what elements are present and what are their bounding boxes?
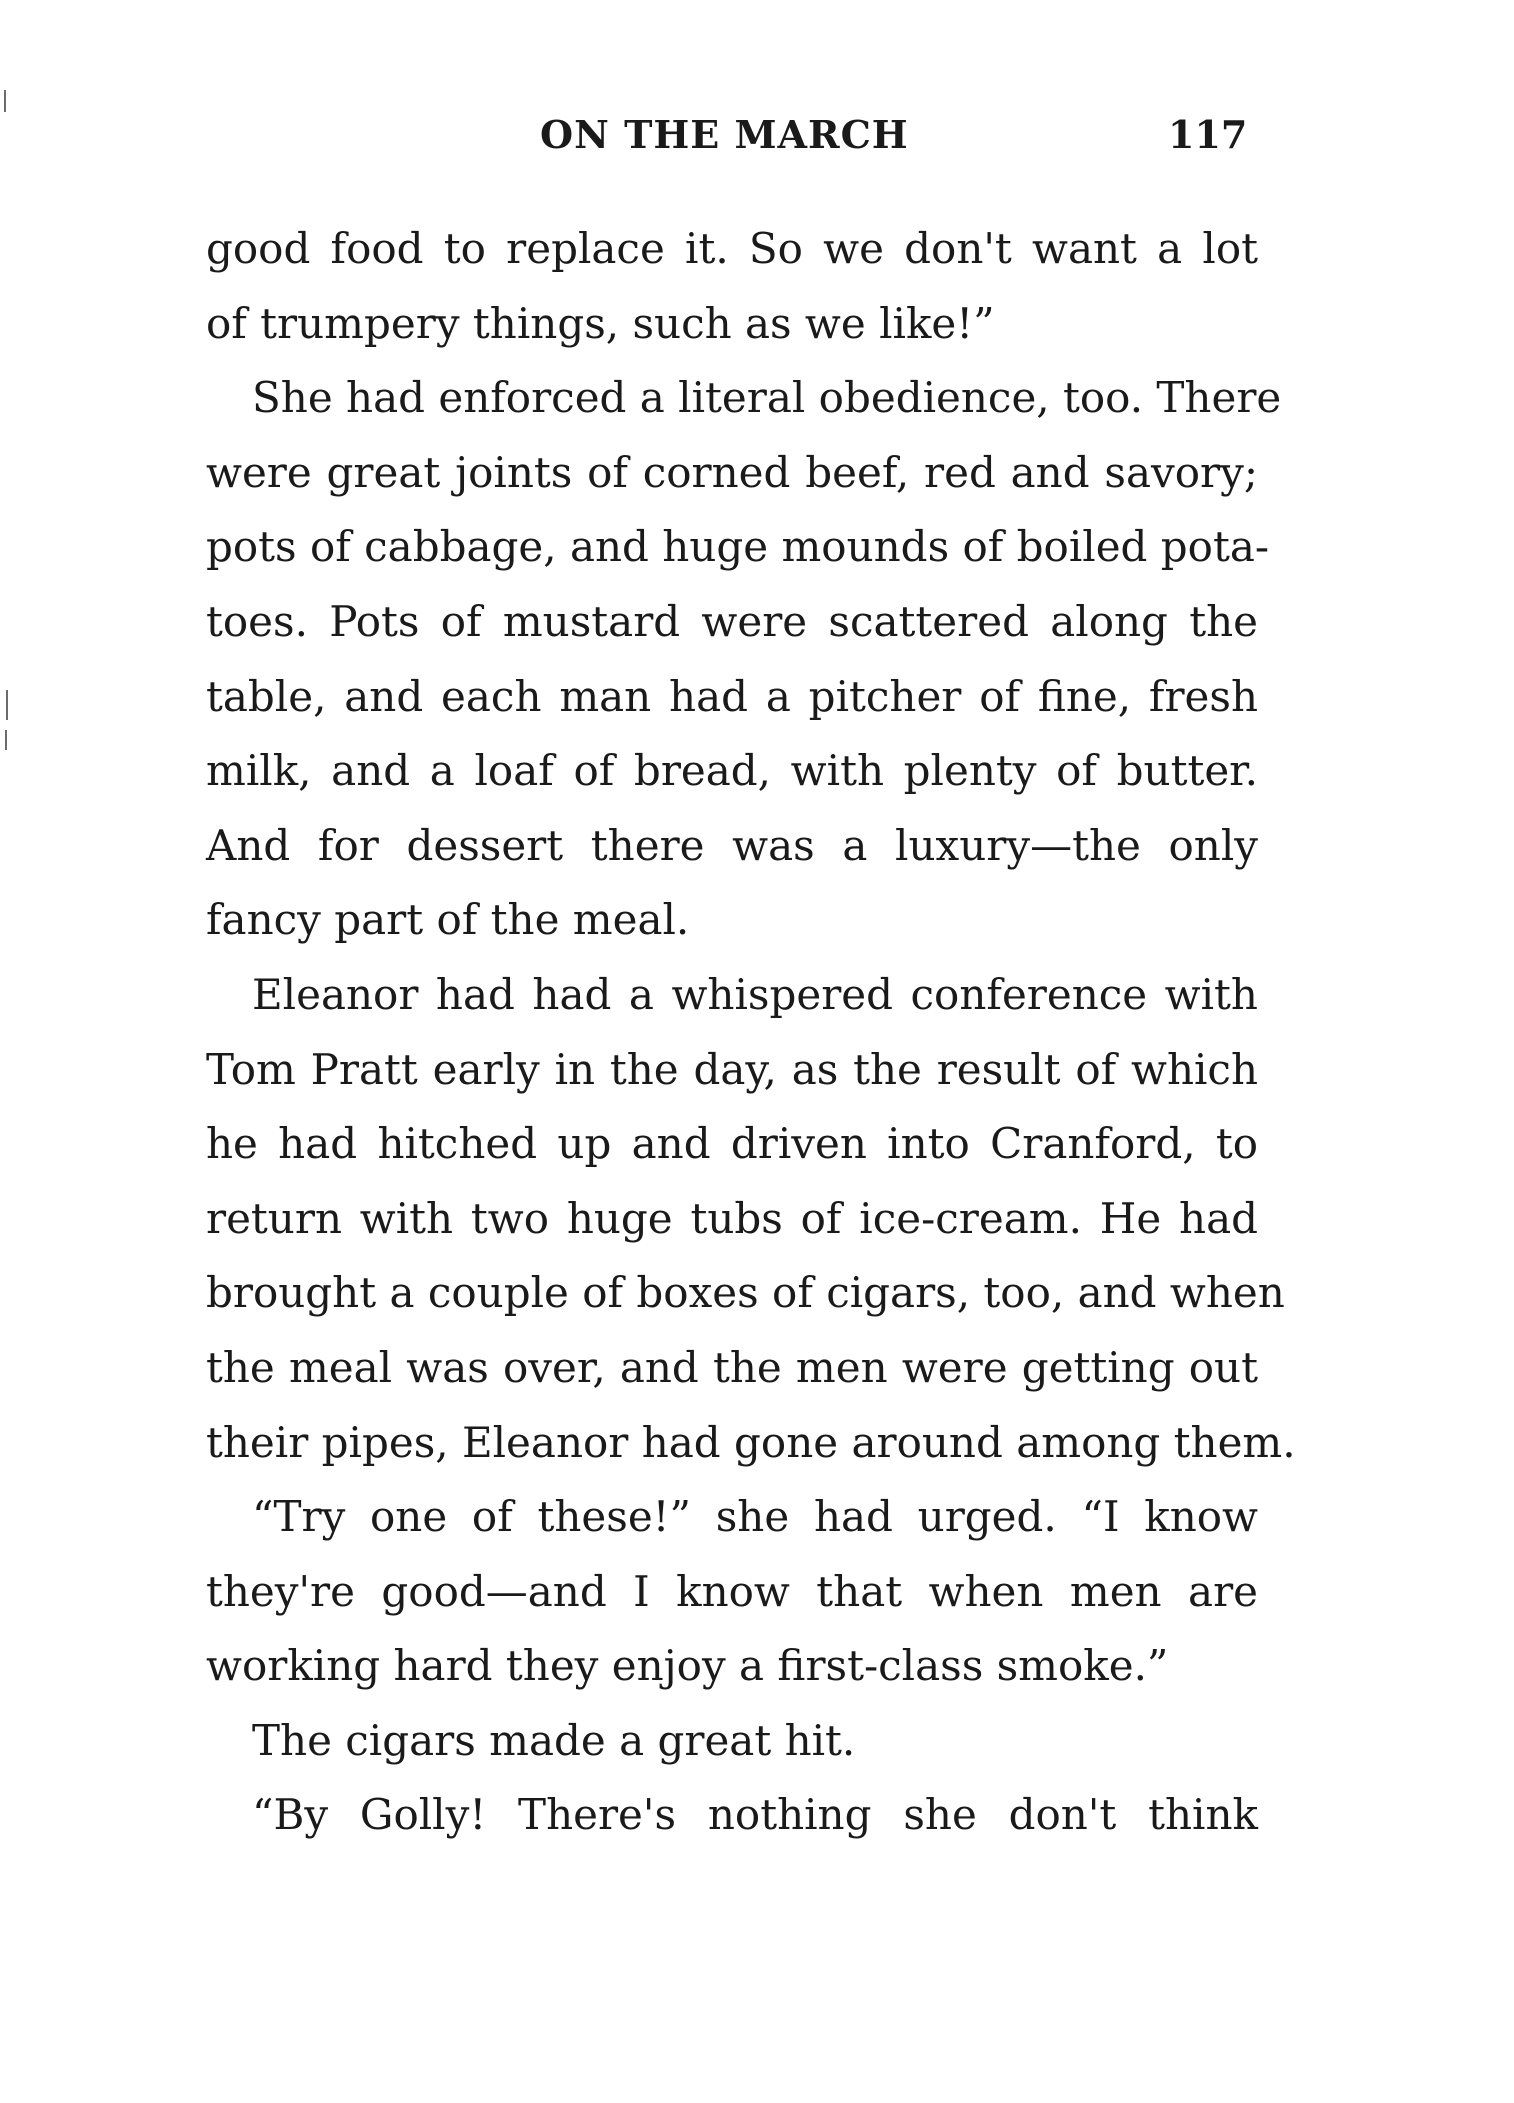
text-line: toes. Pots of mustard were scattered along the <box>206 596 1258 646</box>
text-line: they're good—and I know that when men are <box>206 1566 1258 1616</box>
text-line: And for dessert there was a luxury—the only <box>206 820 1258 870</box>
text-line: the meal was over, and the men were getting out <box>206 1342 1258 1392</box>
text-line: fancy part of the meal. <box>206 895 690 945</box>
paragraph-start-line: “By Golly! There's nothing she don't think <box>252 1790 1258 1840</box>
text-line: table, and each man had a pitcher of fine, fresh <box>206 671 1258 721</box>
scan-speck <box>5 730 7 750</box>
text-line: their pipes, Eleanor had gone around among them. <box>206 1417 1296 1467</box>
paragraph-start-line: She had enforced a literal obedience, too. There <box>252 373 1282 423</box>
text-line: working hard they enjoy a first-class smoke.” <box>206 1641 1169 1691</box>
text-line: good food to replace it. So we don't want a lot <box>206 224 1258 273</box>
body-text <box>206 212 1296 1853</box>
text-line: return with two huge tubs of ice-cream. He had <box>206 1193 1258 1243</box>
text-line: of trumpery things, such as we like!” <box>206 298 995 348</box>
text-line: were great joints of corned beef, red and savory; <box>206 447 1258 497</box>
text-line: he had hitched up and driven into Cranford, to <box>206 1119 1258 1169</box>
text-line: Tom Pratt early in the day, as the result of which <box>206 1044 1258 1094</box>
running-title: ON THE MARCH <box>540 112 909 157</box>
text-line: pots of cabbage, and huge mounds of boiled pota- <box>206 522 1270 572</box>
text-line: milk, and a loaf of bread, with plenty of butter. <box>206 746 1258 796</box>
paragraph-start-line: “Try one of these!” she had urged. “I know <box>252 1492 1258 1542</box>
running-head <box>0 112 1514 172</box>
paragraph-start-line: The cigars made a great hit. <box>252 1715 856 1765</box>
scan-speck <box>4 90 6 112</box>
page-number: 117 <box>1168 112 1248 157</box>
text-line: brought a couple of boxes of cigars, too, and when <box>206 1268 1285 1318</box>
paragraph-start-line: Eleanor had had a whispered conference with <box>252 969 1258 1019</box>
scan-speck <box>6 690 8 720</box>
